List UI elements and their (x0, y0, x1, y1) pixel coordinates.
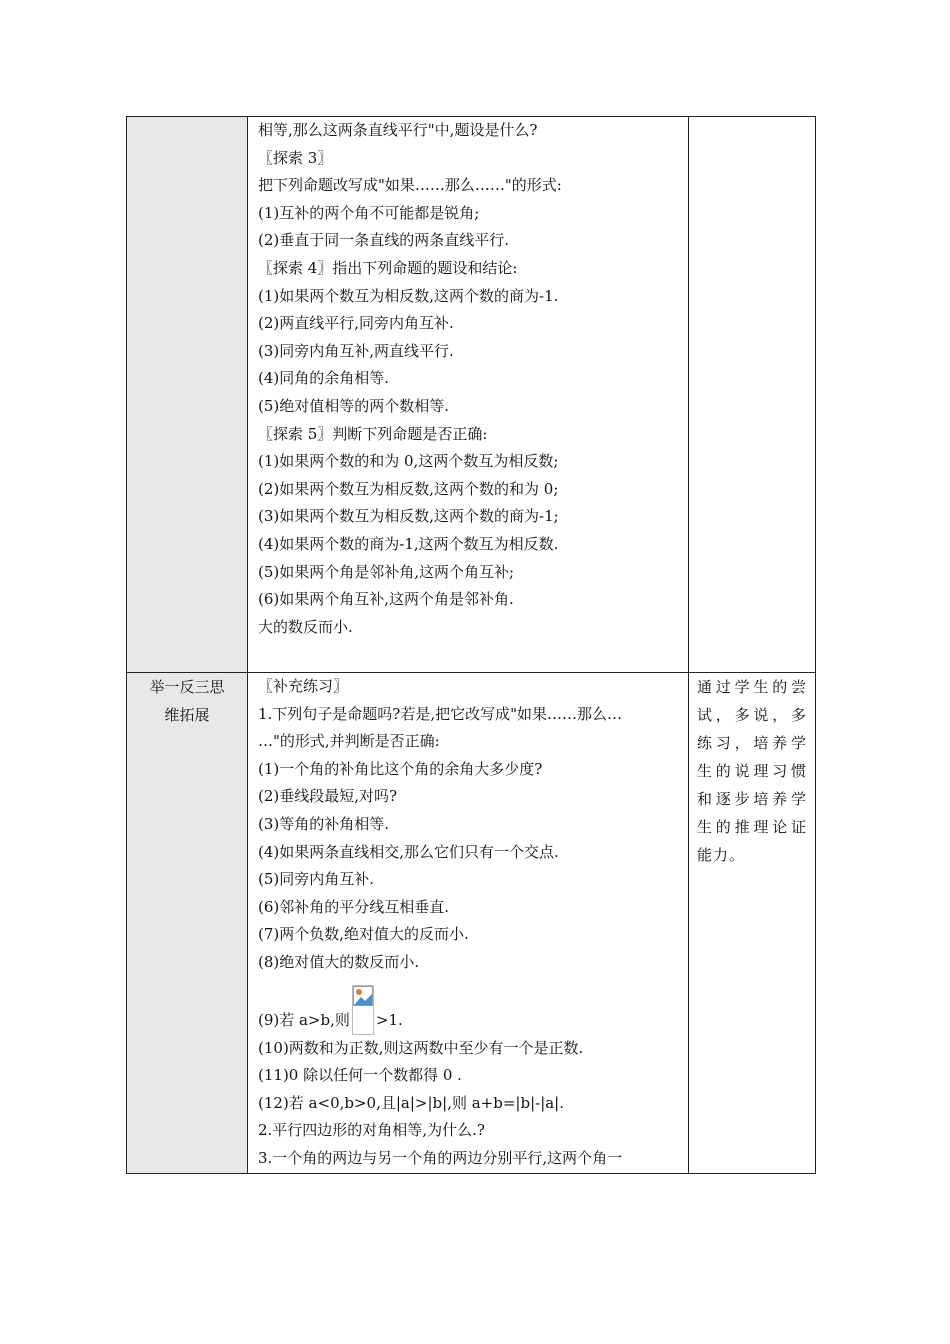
list-item: (5)如果两个角是邻补角,这两个角互补; (258, 562, 515, 581)
list-item: (1)一个角的补角比这个角的余角大多少度? (258, 759, 543, 778)
list-item: (3)等角的补角相等. (258, 814, 390, 833)
list-item: (2)两直线平行,同旁内角互补. (258, 314, 454, 333)
list-item: (3)如果两个数互为相反数,这两个数的商为-1; (258, 507, 559, 526)
list-item: (1)互补的两个角不可能都是锐角; (258, 203, 480, 222)
list-item: 把下列命题改写成"如果……那么……"的形式: (258, 176, 562, 195)
content-lines (248, 673, 688, 1173)
line9-suffix: >1. (375, 1010, 403, 1029)
list-item: (2)垂线段最短,对吗? (258, 787, 398, 806)
list-item: (4)如果两个数的商为-1,这两个数互为相反数. (258, 534, 559, 553)
list-item: 〖补充练习〗 (258, 677, 349, 695)
list-item: (1)如果两个数的和为 0,这两个数互为相反数; (258, 452, 559, 471)
line9-prefix: (9)若 a>b,则 (258, 1010, 350, 1029)
stage-label-cell (127, 673, 248, 1174)
list-item: (7)两个负数,绝对值大的反而小. (258, 925, 469, 944)
list-item: 1.下列句子是命题吗?若是,把它改写成"如果……那么… (258, 704, 623, 723)
list-item: 〖探索 3〗 (258, 148, 333, 167)
list-item: (11)0 除以任何一个数都得 0 . (258, 1066, 462, 1085)
list-item: 〖探索 5〗判断下列命题是否正确: (258, 424, 488, 443)
list-item: (2)垂直于同一条直线的两条直线平行. (258, 231, 510, 250)
list-item: 2.平行四边形的对角相等,为什么.? (258, 1121, 485, 1140)
stage-label-line2: 维拓展 (164, 706, 210, 724)
note-cell (689, 117, 816, 673)
list-item: (6)邻补角的平分线互相垂直. (258, 897, 450, 916)
note-cell (689, 673, 816, 1174)
list-item: (10)两数和为正数,则这两数中至少有一个是正数. (258, 1038, 584, 1057)
list-item: (5)同旁内角互补. (258, 870, 375, 889)
list-item: 大的数反而小. (258, 617, 353, 636)
lesson-table (126, 116, 816, 1174)
list-item: (6)如果两个角互补,这两个角是邻补角. (258, 590, 514, 609)
stage-label-line1: 举一反三思 (149, 678, 225, 696)
list-item: (1)如果两个数互为相反数,这两个数的商为-1. (258, 286, 559, 305)
stage-label-cell (127, 117, 248, 673)
list-item: (4)同角的余角相等. (258, 369, 390, 388)
fraction-image-placeholder (352, 985, 374, 1035)
list-item: (2)如果两个数互为相反数,这两个数的和为 0; (258, 479, 559, 498)
content-cell (248, 673, 689, 1174)
table-row (127, 117, 816, 673)
list-item: (4)如果两条直线相交,那么它们只有一个交点. (258, 842, 559, 861)
list-item: …"的形式,并判断是否正确: (258, 732, 440, 751)
list-item: 〖探索 4〗指出下列命题的题设和结论: (258, 258, 518, 277)
list-item (258, 977, 682, 1035)
list-item: (3)同旁内角互补,两直线平行. (258, 341, 454, 360)
list-item: (12)若 a<0,b>0,且|a|>|b|,则 a+b=|b|-|a|. (258, 1093, 565, 1112)
list-item: 相等,那么这两条直线平行"中,题设是什么? (258, 121, 538, 139)
content-lines (248, 117, 688, 641)
list-item: (8)绝对值大的数反而小. (258, 952, 420, 971)
list-item: 3.一个角的两边与另一个角的两边分别平行,这两个角一 (258, 1148, 623, 1167)
broken-image-icon (353, 986, 373, 1006)
table-row (127, 673, 816, 1174)
design-note: 通过学生的尝试，多说，多练习，培养学生的说理习惯和逐步培养学生的推理论证能力。 (697, 678, 807, 864)
content-cell (248, 117, 689, 673)
list-item: (5)绝对值相等的两个数相等. (258, 396, 450, 415)
